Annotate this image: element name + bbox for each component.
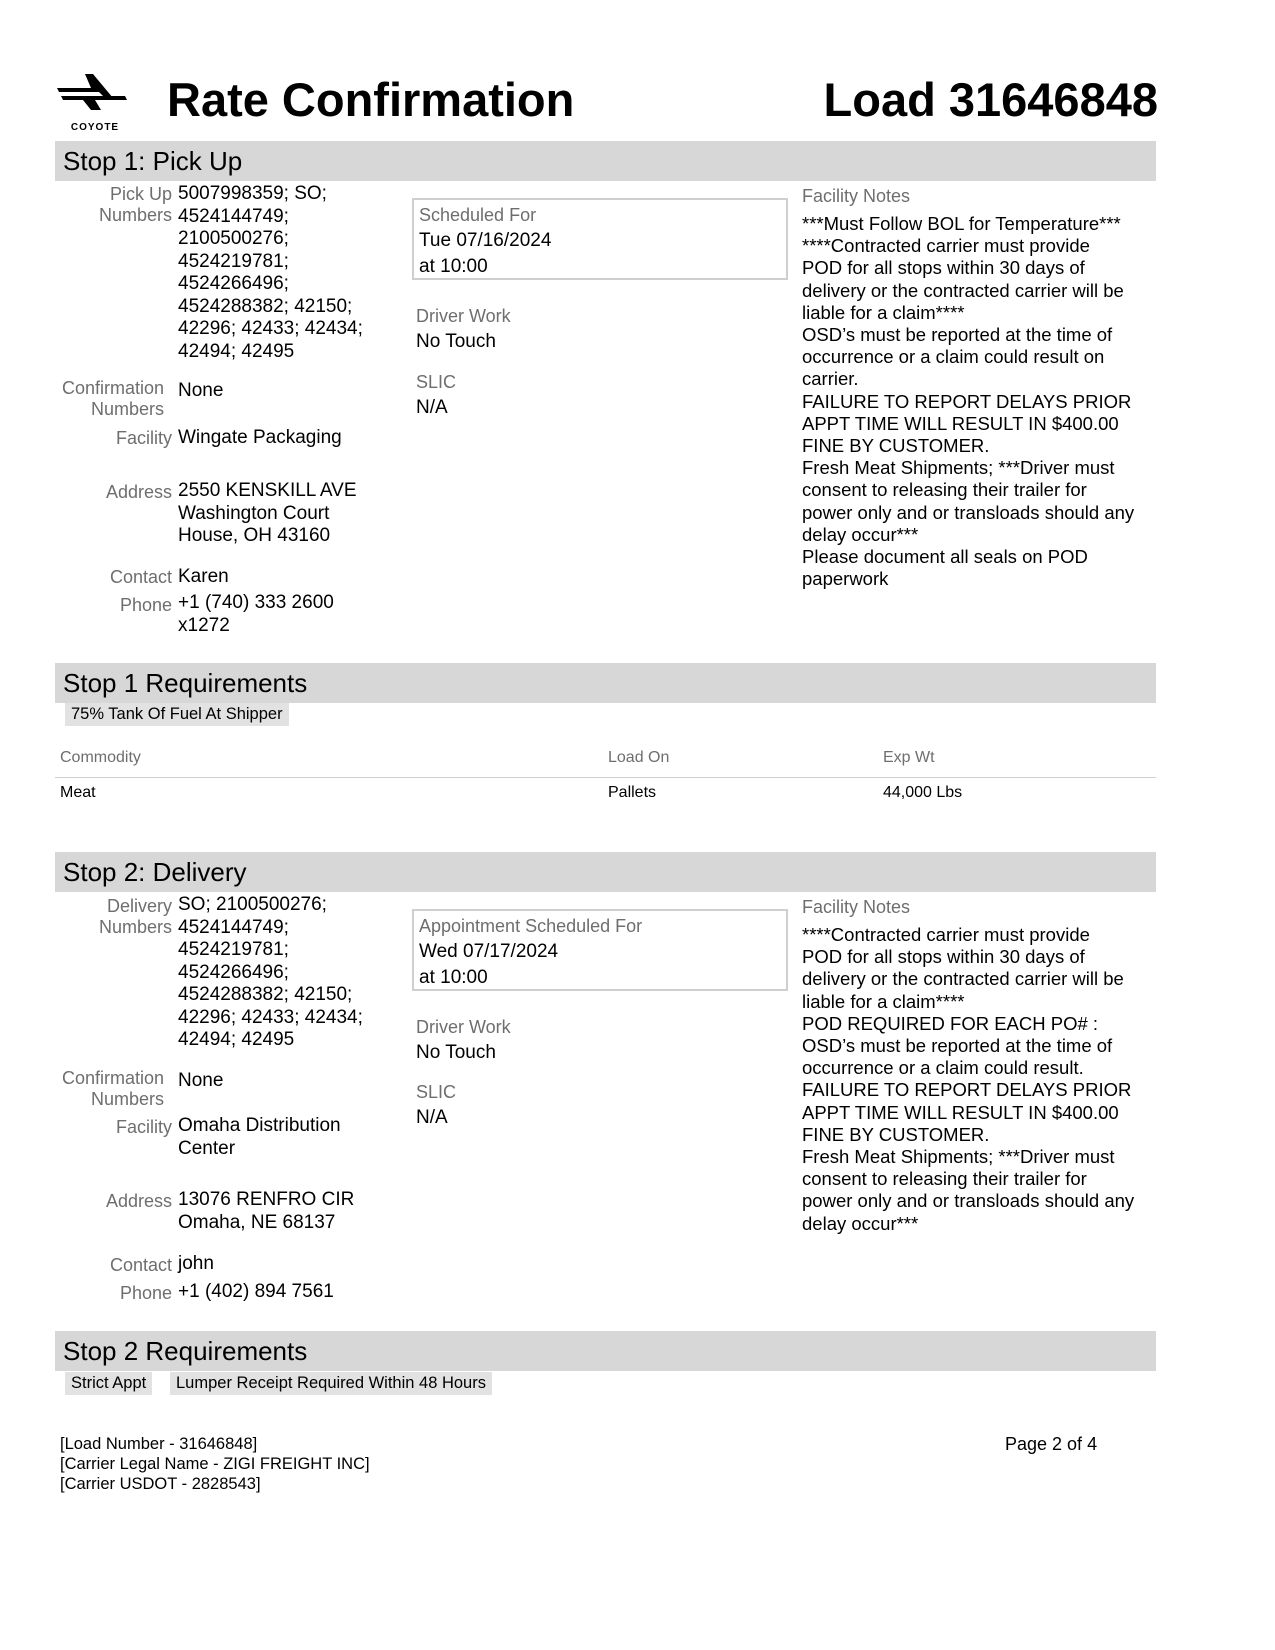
stop1-facility-notes-label: Facility Notes (802, 186, 911, 206)
stop1-facility: Wingate Packaging (178, 427, 342, 448)
stop1-slic: N/A (416, 397, 448, 418)
stop2-address: 13076 RENFRO CIR Omaha, NE 68137 (178, 1189, 355, 1233)
stop1-confirmation-value: None (178, 380, 224, 401)
stop1-scheduled-label: Scheduled For (419, 205, 537, 225)
stop2-facility: Omaha Distribution Center (178, 1115, 341, 1159)
stop2-delivery-numbers: SO; 2100500276; 4524144749; 4524219781; 4524266496; 4524288382; 42150; 42296; 42433; 42434; 42494; 42495 (178, 894, 363, 1050)
stop2-header (55, 852, 1156, 892)
footer-load-number: [Load Number - 31646848] (60, 1435, 258, 1453)
commodity-cell: Meat (60, 784, 96, 801)
stop2-contact: john (178, 1253, 214, 1274)
stop2-scheduled-date: Wed 07/17/2024 (419, 941, 559, 962)
stop2-phone: +1 (402) 894 7561 (178, 1281, 334, 1302)
stop1-confirmation-label: Confirmation Numbers (61, 378, 164, 419)
coyote-logo (55, 70, 135, 136)
stop1-facility-label: Facility (115, 428, 172, 448)
stop1-heading: Stop 1: Pick Up (63, 146, 243, 176)
table-divider (55, 777, 1156, 778)
stop2-address-label: Address (105, 1191, 172, 1211)
stop2-driver-work-label: Driver Work (416, 1017, 511, 1037)
stop2-scheduled-label: Appointment Scheduled For (419, 916, 643, 936)
stop2-delivery-numbers-label: Delivery Numbers (98, 896, 172, 937)
requirement-tag: Strict Appt (65, 1372, 152, 1395)
stop1-contact-label: Contact (109, 567, 172, 587)
stop1-requirements-heading: Stop 1 Requirements (63, 668, 308, 698)
requirement-tag: 75% Tank Of Fuel At Shipper (65, 703, 289, 726)
stop1-driver-work: No Touch (416, 331, 496, 352)
stop2-heading: Stop 2: Delivery (63, 857, 247, 887)
stop2-confirmation-label: Confirmation Numbers (61, 1068, 164, 1109)
stop2-slic: N/A (416, 1107, 448, 1128)
stop2-scheduled-box (412, 909, 788, 991)
stop2-facility-notes-label: Facility Notes (802, 897, 911, 917)
page-title: Rate Confirmation (167, 73, 575, 126)
stop1-pickup-numbers-label: Pick Up Numbers (98, 184, 172, 225)
load-on-cell: Pallets (608, 784, 657, 801)
stop1-pickup-numbers: 5007998359; SO; 4524144749; 2100500276; 4524219781; 4524266496; 4524288382; 42150; 42296; 42433; 42434; 42494; 42495 (178, 183, 363, 362)
stop2-driver-work: No Touch (416, 1042, 496, 1063)
footer-carrier-usdot: [Carrier USDOT - 2828543] (60, 1475, 261, 1493)
brand-name: COYOTE (70, 122, 120, 133)
footer-carrier-info (60, 1434, 370, 1494)
stop1-slic-label: SLIC (416, 372, 457, 392)
stop1-phone: +1 (740) 333 2600 x1272 (178, 592, 334, 636)
stop2-confirmation-value: None (178, 1070, 224, 1091)
stop2-facility-notes: ****Contracted carrier must provide POD for all stops within 30 days of delivery or the contracted carrier will be liable for a claim**** POD REQUIRED FOR EACH PO# : OSD’s must be reported at the time of occurrence or a claim could result. FAILURE TO REPORT DELAYS PRIOR APPT TIME WILL RESULT IN $400.00 FINE BY CUSTOMER. Fresh Meat Shipments; ***Driver must consent to releasing their trailer for power only and or transloads should any delay occur*** (802, 924, 1135, 1234)
requirement-tag: Lumper Receipt Required Within 48 Hours (170, 1372, 492, 1395)
stop1-scheduled-date: Tue 07/16/2024 (419, 230, 552, 251)
exp-wt-header: Exp Wt (883, 749, 935, 766)
stop1-header (55, 141, 1156, 181)
stop1-requirements-header (55, 663, 1156, 703)
page-number: Page 2 of 4 (1005, 1434, 1098, 1454)
stop2-requirements-heading: Stop 2 Requirements (63, 1336, 308, 1366)
stop1-scheduled-time: at 10:00 (419, 256, 488, 277)
stop1-address: 2550 KENSKILL AVE Washington Court House, OH 43160 (178, 480, 357, 546)
commodity-header: Commodity (60, 749, 141, 766)
stop1-scheduled-box (412, 198, 788, 280)
load-title: Load 31646848 (823, 73, 1158, 126)
stop1-phone-label: Phone (119, 595, 172, 615)
stop2-facility-label: Facility (115, 1117, 172, 1137)
stop2-scheduled-time: at 10:00 (419, 967, 488, 988)
stop2-requirements-header (55, 1331, 1156, 1371)
stop1-driver-work-label: Driver Work (416, 306, 511, 326)
stop1-address-label: Address (105, 482, 172, 502)
stop2-contact-label: Contact (109, 1255, 172, 1275)
load-on-header: Load On (608, 749, 670, 766)
stop1-contact: Karen (178, 566, 229, 587)
coyote-logo-icon (55, 70, 135, 120)
exp-wt-cell: 44,000 Lbs (883, 784, 963, 801)
stop2-phone-label: Phone (119, 1283, 172, 1303)
stop1-facility-notes: ***Must Follow BOL for Temperature*** ****Contracted carrier must provide POD for all stops within 30 days of delivery or the contracted carrier will be liable for a claim**** OSD’s must be reported at the time of occurrence or a claim could result on carrier. FAILURE TO REPORT DELAYS PRIOR APPT TIME WILL RESULT IN $400.00 FINE BY CUSTOMER. Fresh Meat Shipments; ***Driver must consent to releasing their trailer for power only and or transloads should any delay occur*** Please document all seals on POD paperwork (802, 213, 1135, 590)
footer-carrier-legal-name: [Carrier Legal Name - ZIGI FREIGHT INC] (60, 1455, 370, 1473)
stop2-slic-label: SLIC (416, 1082, 457, 1102)
